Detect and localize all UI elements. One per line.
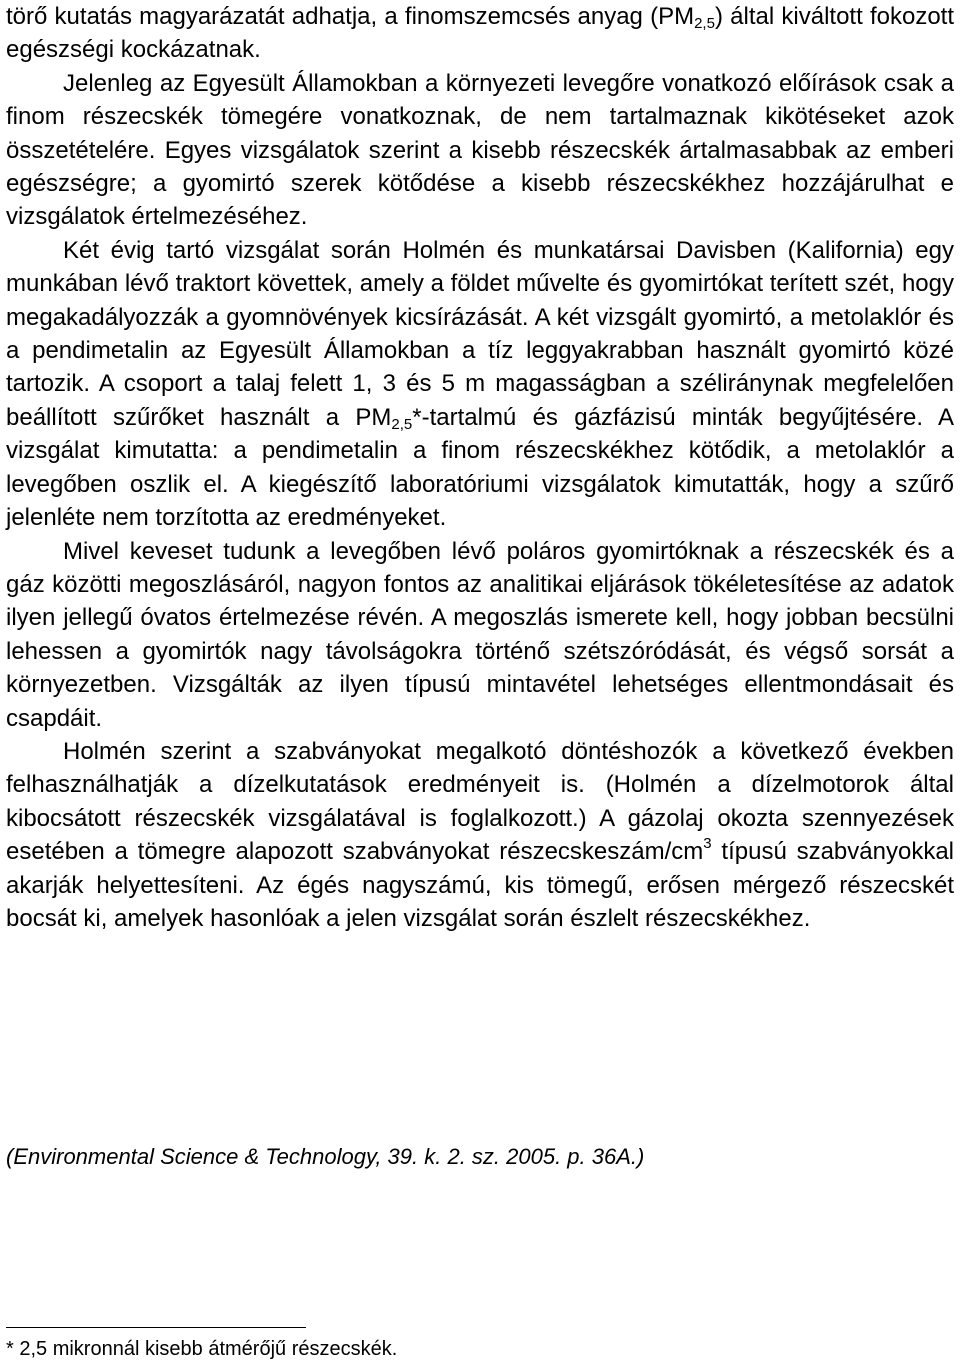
text-run: Két évig tartó vizsgálat során Holmén és munkatársai Davisben (Kalifornia) egy munkában lévő traktort követtek, amely a földet művelte és gyomirtókat terített szét, hogy megakadályozzák a gyomnövények kicsírázását. A két vizsgált gyomirtó, a metolaklór és a pendimetalin az Egyesült Államokban a tíz leggyakrabban használt gyomirtó közé tartozik. A csoport a talaj felett 1, 3 és 5 m magasságban a széliránynak megfelelően beállított szűrőket használt a PM	[6, 236, 954, 431]
subscript: 2,5	[391, 415, 413, 433]
paragraph-1	[6, 67, 954, 234]
text-run: Jelenleg az Egyesült Államokban a környezeti levegőre vonatkozó előírások csak a finom részecskék tömegére vonatkoznak, de nem tartalmaznak kikötéseket azok összetételére. Egyes vizsgálatok szerint a kisebb részecskék ártalmasabbak az emberi egészségre; a gyomirtó szerek kötődése a kisebb részecskékhez hozzájárulhat e vizsgálatok értelmezéséhez.	[6, 69, 954, 231]
article-body	[6, 0, 954, 935]
text-run: törő kutatás magyarázatát adhatja, a finomszemcsés anyag (PM	[6, 3, 695, 30]
paragraph-0	[6, 0, 954, 67]
text-run: Holmén szerint a szabványokat megalkotó döntéshozók a következő években felhasználhatják a dízelkutatások eredményeit is. (Holmén a dízelmotorok által kibocsátott részecskék vizsgálatával is foglalkozott.) A gázolaj okozta szennyezések esetében a tömegre alapozott szabványokat részecskeszám/cm	[6, 737, 954, 866]
text-run: Mivel keveset tudunk a levegőben lévő poláros gyomirtóknak a részecskék és a gáz közötti megoszlásáról, nagyon fontos az analitikai eljárások tökéletesítése az adatok ilyen jellegű óvatos értelmezése révén. A megoszlás ismerete kell, hogy jobban becsülni lehessen a gyomirtók nagy távolságokra történő szétszóródását, és végső sorsát a környezetben. Vizsgálták az ilyen típusú mintavétel lehetséges ellentmondásait és csapdáit.	[6, 537, 954, 732]
paragraph-4	[6, 735, 954, 935]
footnote-divider	[6, 1327, 306, 1328]
citation: (Environmental Science & Technology, 39. k. 2. sz. 2005. p. 36A.)	[6, 1144, 645, 1169]
text-run: *-tartalmú és gázfázisú minták begyűjtésére. A vizsgálat kimutatta: a pendimetalin a finom részecskékhez kötődik, a metolaklór a levegőben oszlik el. A kiegészítő laboratóriumi vizsgálatok kimutatták, hogy a szűrő jelenléte nem torzította az eredményeket.	[6, 403, 954, 532]
superscript: 3	[703, 835, 712, 853]
text-run: ) által kiváltott fokozott egészségi kockázatnak.	[6, 3, 954, 64]
paragraph-3	[6, 535, 954, 735]
text-run: típusú szabványokkal akarják helyettesíteni. Az égés nagyszámú, kis tömegű, erősen mérgező részecskét bocsát ki, amelyek hasonlóak a jelen vizsgálat során észlelt részecskékhez.	[6, 838, 954, 932]
footnote: * 2,5 mikronnál kisebb átmérőjű részecskék.	[6, 1338, 398, 1360]
paragraph-2	[6, 234, 954, 535]
subscript: 2,5	[694, 15, 715, 32]
